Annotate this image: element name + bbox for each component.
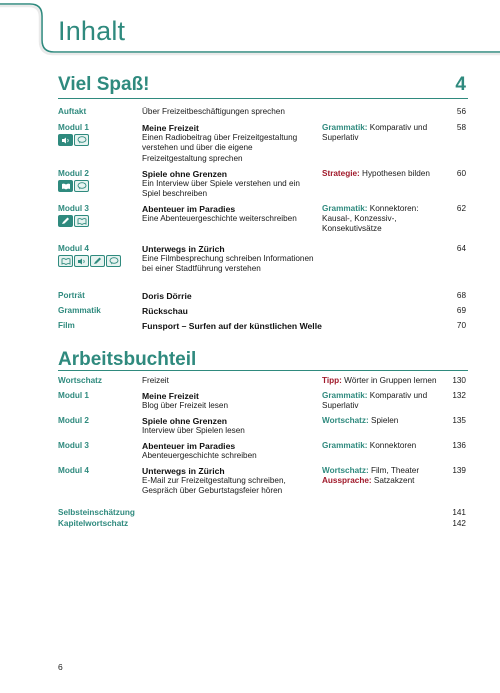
row-page: 139 (452, 466, 466, 475)
row-gram-key: Grammatik: (322, 204, 368, 213)
row-title: Spiele ohne Grenzen (142, 416, 228, 426)
row-gram-key: Tipp: (322, 376, 342, 385)
page-title: Inhalt (58, 16, 126, 46)
row-page: 62 (456, 204, 466, 213)
row-gram-text-2: Satzakzent (373, 476, 415, 486)
row-title: Spiele ohne Grenzen (142, 169, 228, 179)
row-page: 135 (452, 416, 466, 425)
row-gram-text: Wörter in Gruppen lernen (344, 376, 437, 385)
row-gram-text: Komparativ und Superlativ (322, 391, 428, 411)
row-gram-key: Strategie: (322, 169, 360, 178)
row-page: 142 (452, 519, 466, 528)
row-page: 58 (456, 123, 466, 132)
row-page: 69 (456, 306, 466, 315)
row-desc: Interview über Spielen lesen (142, 426, 245, 436)
row-desc: Einen Radiobeitrag über Freizeitgestaltung verstehen und über die eigene Freizeitgestaltung sprechen (142, 133, 298, 163)
row-title: Unterwegs in Zürich (142, 466, 225, 476)
row-label: Modul 1 (58, 391, 89, 400)
chapter-number: 4 (455, 74, 466, 95)
row-gram-key: Wortschatz: (322, 416, 369, 425)
row-page: 136 (452, 441, 466, 450)
row-gram-text: Hypothesen bilden (362, 169, 430, 178)
book-icon (74, 215, 89, 227)
speech-bubble-icon (74, 134, 89, 146)
row-title: Abenteuer im Paradies (142, 441, 236, 451)
row-title: Doris Dörrie (142, 291, 192, 301)
row-label: Selbsteinschätzung (58, 508, 135, 517)
pencil-icon (58, 215, 73, 227)
book-icon (58, 180, 73, 192)
row-label: Modul 4 (58, 466, 89, 475)
row-gram-key-2: Aussprache: (322, 476, 372, 486)
row-label: Kapitelwortschatz (58, 519, 129, 528)
arbeitsbuch-title: Arbeitsbuchteil (58, 349, 197, 370)
audio-icon (74, 255, 89, 267)
row-gram-text: Konnektoren (369, 441, 417, 450)
row-desc: Ein Interview über Spiele verstehen und ein Spiel beschreiben (142, 179, 300, 199)
row-gram-key: Wortschatz: (322, 466, 369, 475)
row-page: 130 (452, 376, 466, 385)
row-gram-key: Grammatik: (322, 391, 368, 400)
row-page: 60 (456, 169, 466, 178)
row-page: 68 (456, 291, 466, 300)
audio-icon (58, 134, 73, 146)
skill-icons (58, 215, 89, 227)
speech-bubble-icon (74, 180, 89, 192)
page-number: 6 (58, 662, 63, 672)
row-page: 132 (452, 391, 466, 400)
row-label: Modul 2 (58, 416, 89, 425)
row-desc: E-Mail zur Freizeitgestaltung schreiben, Gespräch über Geburtstagsfeier hören (142, 476, 286, 496)
row-label: Film (58, 321, 75, 330)
row-label: Grammatik (58, 306, 101, 315)
skill-icons (58, 134, 89, 146)
row-label: Modul 1 (58, 123, 89, 132)
row-page: 56 (456, 107, 466, 116)
row-desc: Eine Filmbesprechung schreiben Informationen bei einer Stadtführung verstehen (142, 254, 314, 274)
row-desc: Blog über Freizeit lesen (142, 401, 229, 411)
row-label: Auftakt (58, 107, 87, 116)
row-title: Unterwegs in Zürich (142, 244, 225, 254)
row-label: Modul 2 (58, 169, 89, 178)
row-page: 141 (452, 508, 466, 517)
row-gram-text: Konnektoren: Kausal-, Konzessiv-, Konsekutivsätze (322, 204, 419, 234)
speech-bubble-icon (106, 255, 121, 267)
row-desc: Abenteuergeschichte schreiben (142, 451, 257, 461)
row-title: Meine Freizeit (142, 391, 199, 401)
book-icon (58, 255, 73, 267)
row-page: 64 (456, 244, 466, 253)
header-band (0, 0, 500, 58)
row-label: Porträt (58, 291, 85, 300)
row-desc: Über Freizeitbeschäftigungen sprechen (142, 107, 285, 116)
row-title: Rückschau (142, 306, 188, 316)
row-gram-key: Grammatik: (322, 441, 368, 450)
pencil-icon (90, 255, 105, 267)
row-title: Meine Freizeit (142, 123, 199, 133)
row-label: Modul 4 (58, 244, 89, 253)
row-page: 70 (456, 321, 466, 330)
row-desc: Eine Abenteuergeschichte weiterschreiben (142, 214, 297, 224)
skill-icons (58, 180, 89, 192)
row-gram-text: Film, Theater (370, 466, 420, 475)
row-title: Abenteuer im Paradies (142, 204, 236, 214)
skill-icons (58, 255, 121, 267)
row-label: Modul 3 (58, 441, 89, 450)
row-gram-text: Spielen (370, 416, 399, 425)
row-label: Wortschatz (58, 376, 102, 385)
row-desc: Freizeit (142, 376, 169, 385)
arbeitsbuch-rule (58, 370, 468, 371)
row-gram-text: Komparativ und Superlativ (322, 123, 428, 143)
chapter-title: Viel Spaß! (58, 74, 150, 95)
chapter-rule (58, 98, 468, 99)
row-title: Funsport – Surfen auf der künstlichen Welle (142, 321, 322, 331)
row-gram-key: Grammatik: (322, 123, 368, 132)
row-label: Modul 3 (58, 204, 89, 213)
